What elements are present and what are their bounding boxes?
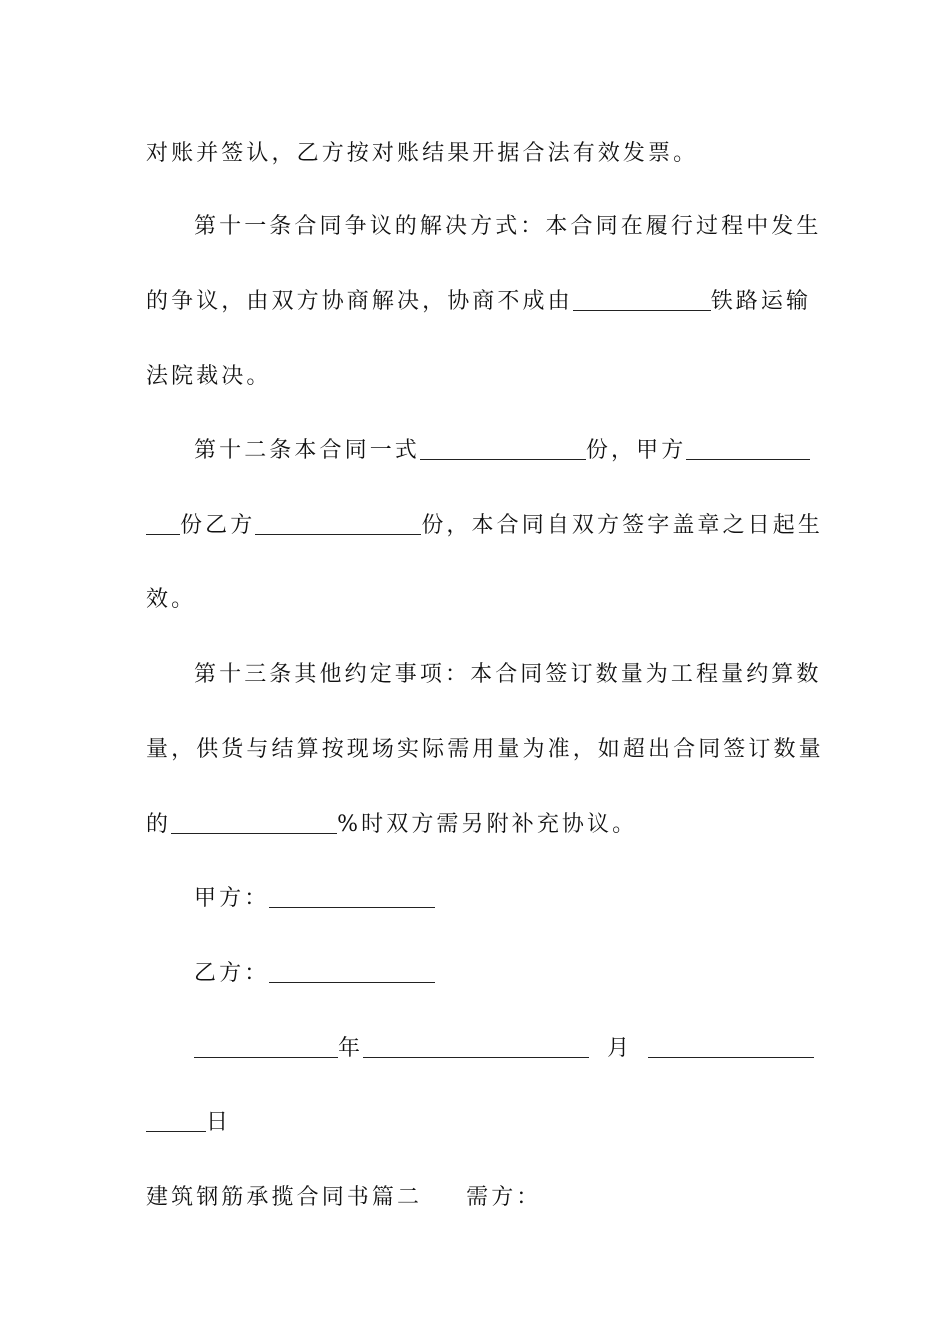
line-text: %时双方需另附补充协议。 [337, 812, 638, 837]
line-text: 量，供货与结算按现场实际需用量为准，如超出合同签订数量 [146, 737, 824, 762]
fill-blank-month[interactable] [648, 1035, 814, 1058]
line-text: 铁路运输 [710, 289, 812, 314]
fill-blank-party-a-copies[interactable] [686, 437, 810, 460]
line-text: 甲方： [194, 886, 270, 911]
paragraph-line [146, 139, 806, 169]
date-month-label: 月 [607, 1036, 633, 1061]
line-text: 份，本合同自双方签字盖章之日起生 [421, 513, 823, 538]
line-text: 乙方： [194, 961, 270, 986]
date-year-label: 年 [338, 1036, 364, 1061]
section-title: 建筑钢筋承揽合同书篇二 [146, 1185, 423, 1210]
line-text: 对账并签认，乙方按对账结果开据合法有效发票。 [146, 141, 699, 166]
paragraph-line [146, 585, 806, 615]
fill-blank-party-b[interactable] [269, 960, 435, 983]
party-b-signature-line [194, 959, 806, 989]
party-a-signature-line [194, 884, 806, 914]
line-text: 份乙方 [180, 513, 256, 538]
paragraph-line [146, 735, 824, 765]
line-text: 第十一条合同争议的解决方式：本合同在履行过程中发生 [194, 214, 822, 239]
fill-blank-party-a-copies-cont[interactable] [146, 512, 180, 535]
fill-blank-year[interactable] [194, 1035, 338, 1058]
fill-blank-party-b-copies[interactable] [255, 512, 421, 535]
date-line-cont [146, 1108, 806, 1138]
fill-blank-party-a[interactable] [269, 885, 435, 908]
paragraph-line [146, 362, 806, 392]
fill-blank-percent[interactable] [171, 811, 337, 834]
section-heading-line [146, 1183, 806, 1213]
paragraph-line [146, 511, 823, 541]
date-day-label: 日 [206, 1110, 232, 1135]
paragraph-line [146, 810, 806, 840]
line-text: 第十二条本合同一式 [194, 438, 420, 463]
date-line [194, 1034, 806, 1064]
buyer-label: 需方： [466, 1185, 542, 1210]
line-text: 份，甲方 [585, 438, 687, 463]
paragraph-line [146, 287, 812, 317]
line-text: 的 [146, 812, 172, 837]
line-text: 的争议，由双方协商解决，协商不成由 [146, 289, 573, 314]
line-text: 法院裁决。 [146, 364, 272, 389]
clause-13-heading-line [194, 660, 822, 690]
line-text: 第十三条其他约定事项：本合同签订数量为工程量约算数 [194, 662, 822, 687]
fill-blank-court[interactable] [573, 288, 711, 311]
fill-blank-day[interactable] [146, 1109, 206, 1132]
clause-11-heading-line [194, 212, 822, 242]
fill-blank-month-prefix[interactable] [363, 1035, 589, 1058]
line-text: 效。 [146, 587, 197, 612]
fill-blank-copies[interactable] [420, 437, 586, 460]
clause-12-heading-line [194, 436, 806, 466]
